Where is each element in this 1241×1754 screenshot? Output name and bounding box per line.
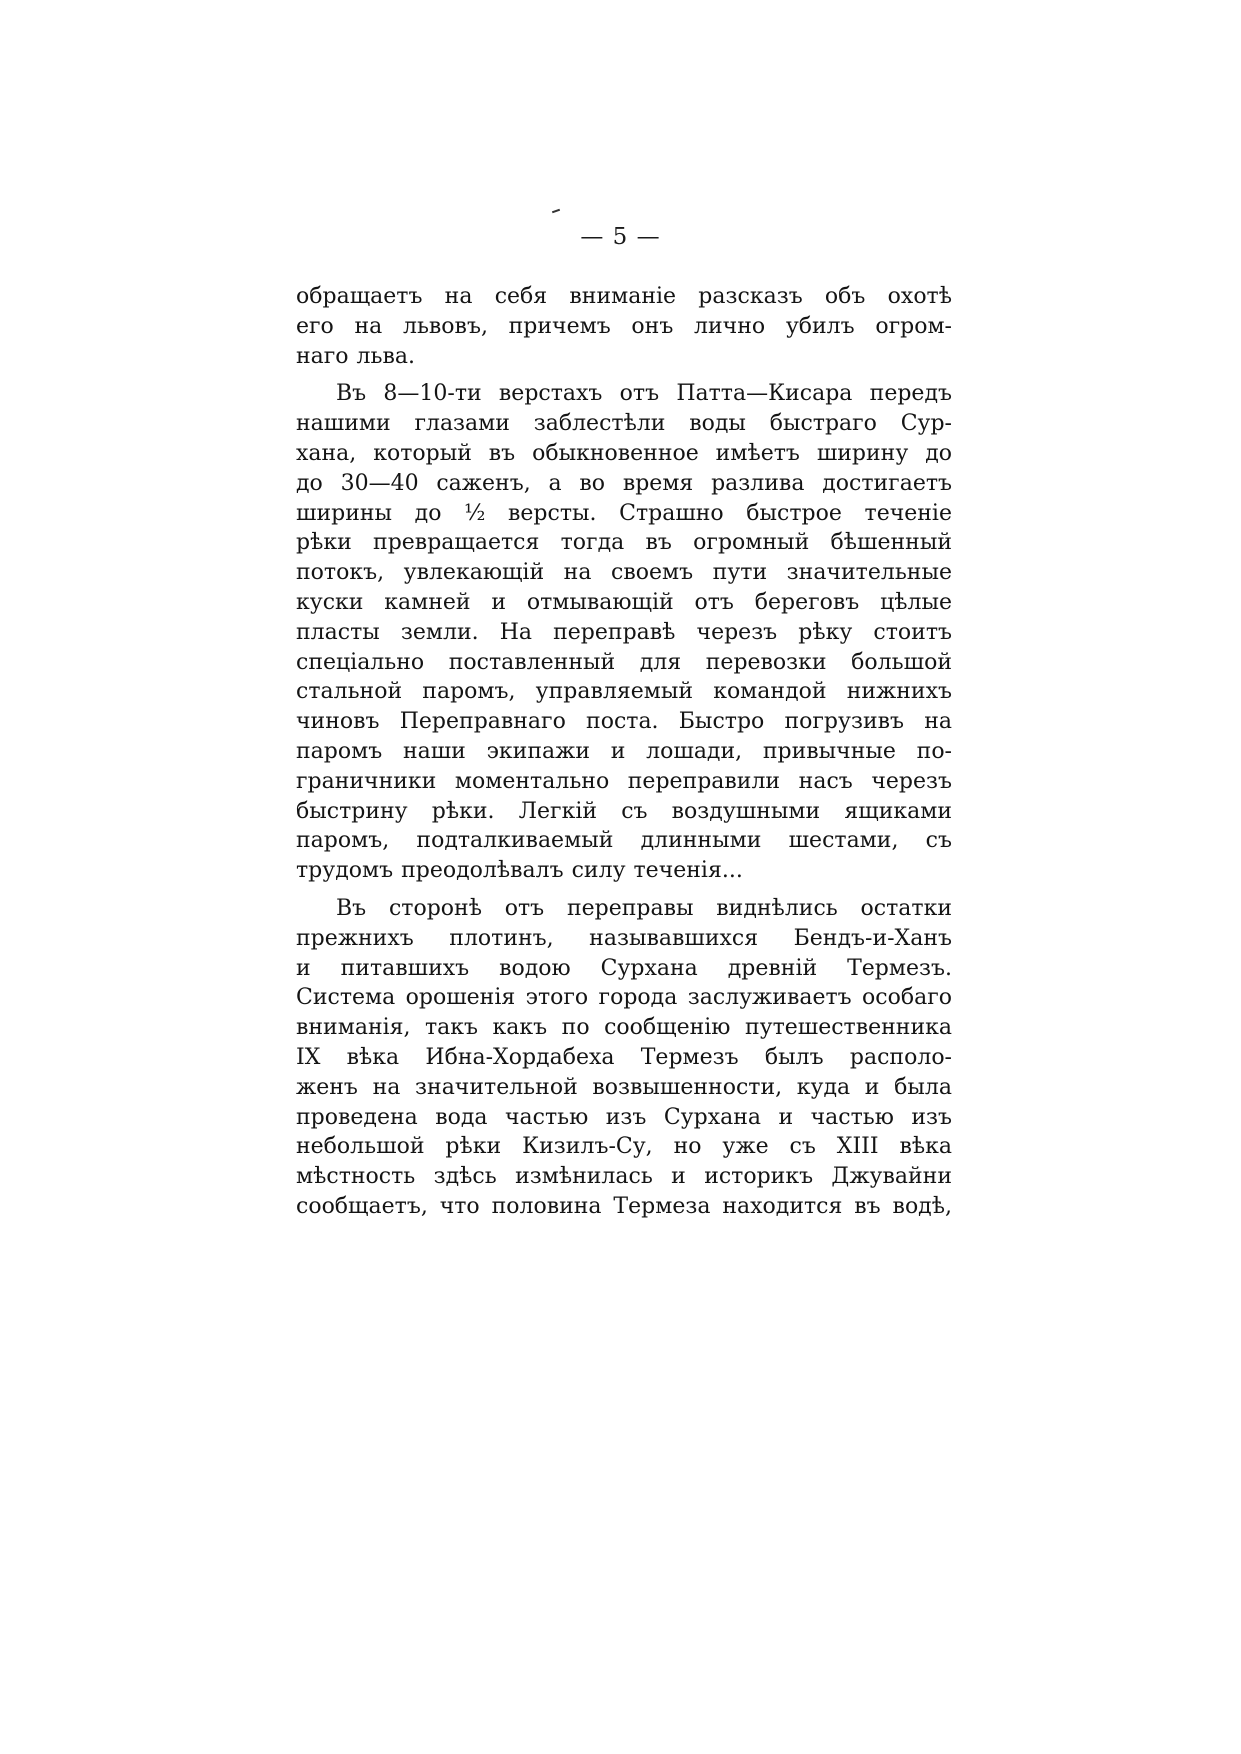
text-line: чиновъ Переправнаго поста. Быстро погрузивъ на — [296, 709, 952, 735]
text-line: паромъ, подталкиваемый длинными шестами, съ — [296, 828, 952, 854]
text-line: Система орошенія этого города заслуживаетъ особаго — [296, 985, 952, 1011]
text-line: потокъ, увлекающій на своемъ пути значительные — [296, 560, 952, 586]
text-line: его на львовъ, причемъ онъ лично убилъ огром- — [296, 313, 952, 339]
paragraph — [296, 282, 952, 371]
text-line: рѣки превращается тогда въ огромный бѣшенный — [296, 530, 952, 556]
text-line: нашими глазами заблестѣли воды быстраго Сур- — [296, 411, 952, 437]
text-line: стальной паромъ, управляемый командой нижнихъ — [296, 679, 952, 705]
text-line: обращаетъ на себя вниманіе разсказъ объ охотѣ — [296, 284, 952, 309]
text-line: мѣстность здѣсь измѣнилась и историкъ Джувайни — [296, 1164, 952, 1190]
body-text — [296, 282, 952, 1222]
text-line: трудомъ преодолѣвалъ силу теченія... — [296, 858, 743, 884]
text-line: быстрину рѣки. Легкій съ воздушными ящиками — [296, 798, 952, 824]
text-line: куски камней и отмывающій отъ береговъ цѣлые — [296, 589, 952, 615]
text-line: вниманія, такъ какъ по сообщенію путешественника — [296, 1015, 952, 1041]
text-line: сообщаетъ, что половина Термеза находится въ водѣ, — [296, 1193, 952, 1219]
text-line: и питавшихъ водою Сурхана древній Термезъ. — [296, 955, 952, 981]
text-line: до 30—40 саженъ, а во время разлива достигаетъ — [296, 470, 952, 496]
text-line: пласты земли. На переправѣ черезъ рѣку стоитъ — [296, 619, 952, 645]
text-line: Въ сторонѣ отъ переправы виднѣлись остатки — [336, 895, 952, 921]
text-line: ширины до ½ версты. Страшно быстрое теченіе — [296, 500, 952, 526]
ink-speck — [552, 209, 560, 214]
text-line: прежнихъ плотинъ, называвшихся Бендъ-и-Ханъ — [296, 925, 952, 951]
text-line: паромъ наши экипажи и лошади, привычные по- — [296, 738, 952, 764]
text-line: спеціально поставленный для перевозки большой — [296, 649, 952, 675]
text-line: проведена вода частью изъ Сурхана и частью изъ — [296, 1104, 952, 1130]
text-line: хана, который въ обыкновенное имѣетъ ширину до — [296, 440, 952, 466]
paragraph — [296, 379, 952, 886]
paragraph — [296, 894, 952, 1222]
text-line: граничники моментально переправили насъ черезъ — [296, 768, 952, 794]
text-line: Въ 8—10-ти верстахъ отъ Патта—Кисара передъ — [336, 381, 952, 407]
text-line: наго льва. — [296, 343, 415, 369]
text-line: небольшой рѣки Кизилъ-Су, но уже съ XIII вѣка — [296, 1134, 952, 1160]
text-line: IX вѣка Ибна-Хордабеха Термезъ былъ располо- — [296, 1044, 952, 1070]
page-number: — 5 — — [580, 224, 661, 250]
text-line: женъ на значительной возвышенности, куда и была — [296, 1074, 952, 1100]
